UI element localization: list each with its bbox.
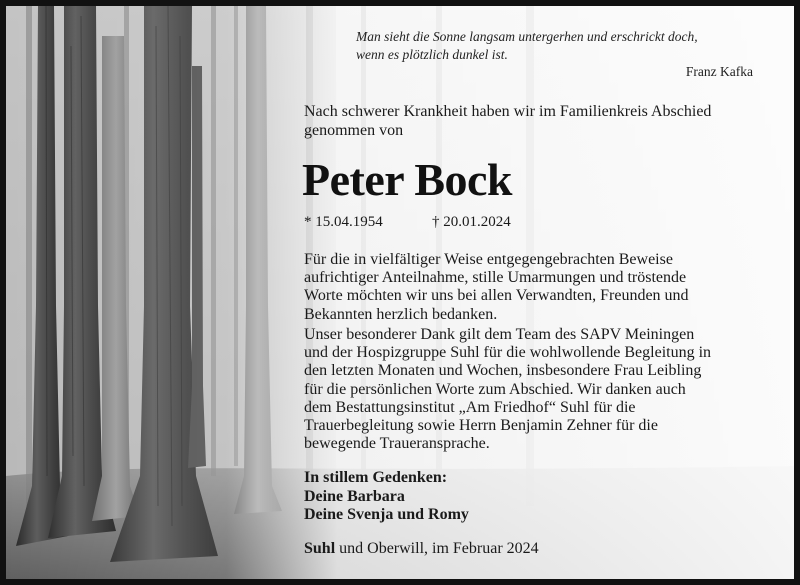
quote-line: Man sieht die Sonne langsam untergerhen und erschrickt doch, <box>356 29 698 44</box>
text-line: dem Bestattungsinstitut „Am Friedhof“ Suhl für die <box>304 398 636 416</box>
text-line: Für die in vielfältiger Weise entgegengebrachten Beweise <box>304 251 673 268</box>
text-line: Bekannten herzlich bedanken. <box>304 305 498 323</box>
intro-text <box>304 102 764 140</box>
intro-line: Nach schwerer Krankheit haben wir im Familienkreis Abschied <box>304 103 712 120</box>
text-line: den letzten Monaten und Wochen, insbesondere Frau Leibling <box>304 362 702 380</box>
epigraph-quote <box>356 28 756 64</box>
text-line: Trauerbegleitung sowie Herrn Benjamin Zehner für die <box>304 417 658 435</box>
quote-line: wenn es plötzlich dunkel ist. <box>356 47 508 62</box>
thanks-paragraph-1 <box>304 251 774 324</box>
closing-line: Deine Barbara <box>304 487 405 505</box>
text-line: aufrichtiger Anteilnahme, stille Umarmungen und tröstende <box>304 269 687 287</box>
death-date: † 20.01.2024 <box>432 214 511 230</box>
text-line: Unser besonderer Dank gilt dem Team des SAPV Meiningen <box>304 326 695 343</box>
text-line: für die persönlichen Worte zum Abschied. Wir danken auch <box>304 380 686 398</box>
text-line: und der Hospizgruppe Suhl für die wohlwollende Begleitung in <box>304 344 712 362</box>
place-city: Suhl <box>304 540 336 557</box>
birth-date: * 15.04.1954 <box>304 214 383 230</box>
life-dates <box>304 213 511 231</box>
deceased-name: Peter Bock <box>302 154 513 205</box>
text-line: Worte möchten wir uns bei allen Verwandten, Freunden und <box>304 287 689 305</box>
closing-line: Deine Svenja und Romy <box>304 506 469 523</box>
closing-line: In stillem Gedenken: <box>304 469 448 486</box>
mourners-signature <box>304 469 469 525</box>
text-line: bewegende Traueransprache. <box>304 435 490 453</box>
place-rest: und Oberwill, im Februar 2024 <box>335 540 539 557</box>
intro-line: genommen von <box>304 122 404 139</box>
quote-author: Franz Kafka <box>685 64 753 79</box>
thanks-paragraph-2 <box>304 326 774 453</box>
place-and-date <box>304 540 539 558</box>
